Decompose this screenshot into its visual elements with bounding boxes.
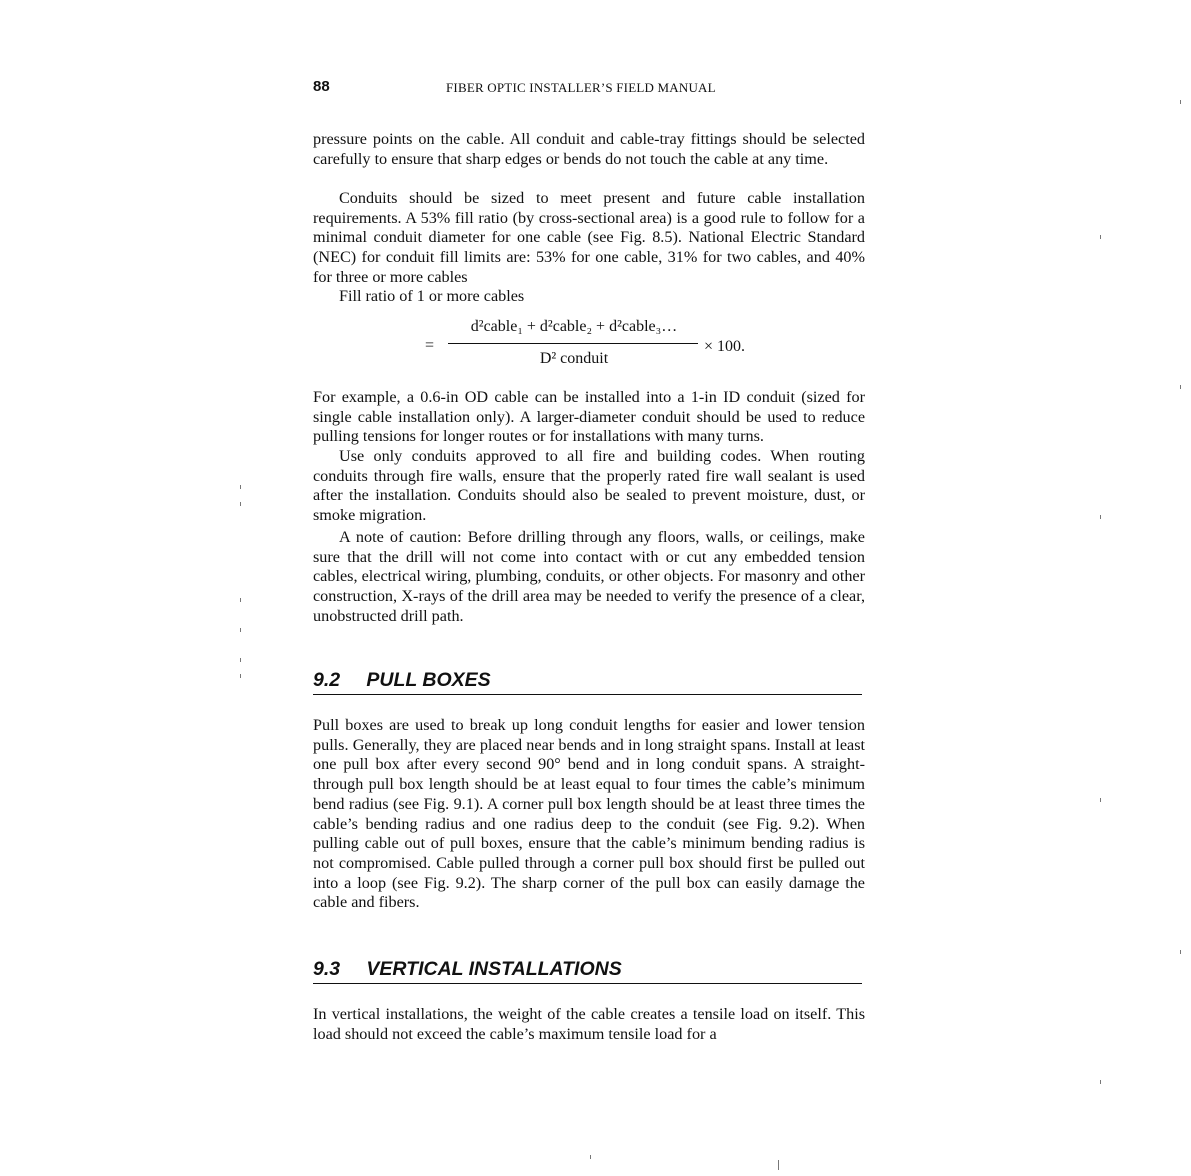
scan-speck bbox=[1180, 100, 1181, 104]
scan-speck bbox=[590, 1155, 591, 1159]
scan-speck bbox=[240, 658, 241, 662]
paragraph-fill-ratio-label: Fill ratio of 1 or more cables bbox=[339, 287, 525, 305]
scan-speck bbox=[240, 502, 241, 506]
section-title: VERTICAL INSTALLATIONS bbox=[366, 958, 622, 980]
fill-ratio-formula bbox=[420, 318, 780, 374]
formula-multiplier: × 100. bbox=[704, 338, 746, 355]
running-title: FIBER OPTIC INSTALLER’S FIELD MANUAL bbox=[446, 80, 716, 95]
section-title: PULL BOXES bbox=[366, 669, 491, 691]
paragraph-vertical-installations: In vertical installations, the weight of the cable creates a tensile load on itself. This load should not exceed the cable’s maximum tensile load for a bbox=[313, 1005, 865, 1043]
scan-speck bbox=[1100, 798, 1101, 802]
paragraph-example: For example, a 0.6-in OD cable can be installed into a 1-in ID conduit (sized for single cable installation only). A larger-diameter conduit should be used to reduce pulling tensions for longer routes or for installations with many turns. bbox=[313, 388, 865, 446]
scan-speck bbox=[240, 674, 241, 678]
paragraph-pull-boxes: Pull boxes are used to break up long conduit lengths for easier and lower tension pulls. Generally, they are placed near bends and in long straight spans. Install at least one pull box after every second 90° bend and in long conduit spans. A straight-through pull box length should be at least equal to four times the cable’s minimum bend radius (see Fig. 9.1). A corner pull box length should be at least three times the cable’s bending radius and one radius deep to the conduit (see Fig. 9.2). When pulling cable out of pull boxes, ensure that the cable’s minimum bending radius is not compromised. Cable pulled through a corner pull box should first be pulled out into a loop (see Fig. 9.2). The sharp corner of the pull box can easily damage the cable and fibers. bbox=[313, 716, 865, 912]
scan-speck bbox=[240, 598, 241, 602]
formula-denominator: D² conduit bbox=[539, 350, 609, 367]
paragraph-caution: A note of caution: Before drilling through any floors, walls, or ceilings, make sure that the drill will not come into contact with or cut any embedded tension cables, electrical wiring, plumbing, conduits, or other objects. For masonry and other construction, X-rays of the drill area may be needed to verify the presence of a clear, unobstructed drill path. bbox=[313, 528, 865, 625]
section-number: 9.3 bbox=[313, 958, 341, 980]
paragraph-pressure-points: pressure points on the cable. All conduit and cable-tray fittings should be selected carefully to ensure that sharp edges or bends do not touch the cable at any time. bbox=[313, 130, 865, 168]
scan-speck bbox=[778, 1160, 779, 1170]
formula-fraction-bar bbox=[448, 343, 698, 344]
scan-speck bbox=[240, 628, 241, 632]
section-heading-vertical-installations bbox=[313, 957, 862, 984]
formula-equals: = bbox=[425, 337, 435, 354]
paragraph-conduit-sizing: Conduits should be sized to meet present and future cable installation requirements. A 53% fill ratio (by cross-sectional area) is a good rule to follow for a minimal conduit diameter for one cable (see Fig. 8.5). National Electric Standard (NEC) for conduit fill limits are: 53% for one cable, 31% for two cables, and 40% for three or more cables bbox=[313, 189, 865, 286]
scan-speck bbox=[240, 485, 241, 489]
scan-speck bbox=[1180, 950, 1181, 954]
scan-speck bbox=[1100, 515, 1101, 519]
section-number: 9.2 bbox=[313, 669, 341, 691]
page-header bbox=[313, 78, 865, 98]
page-number: 88 bbox=[313, 78, 330, 95]
formula-numerator: d²cable₁ + d²cable₂ + d²cable₃… bbox=[470, 318, 678, 335]
scan-speck bbox=[1100, 235, 1101, 239]
scan-speck bbox=[1100, 1080, 1101, 1084]
section-heading-pull-boxes bbox=[313, 668, 862, 695]
scan-speck bbox=[1180, 385, 1181, 389]
paragraph-fire-codes: Use only conduits approved to all fire and building codes. When routing conduits through fire walls, ensure that the properly rated fire wall sealant is used after the installation. Conduits should also be sealed to prevent moisture, dust, or smoke migration. bbox=[313, 447, 865, 525]
